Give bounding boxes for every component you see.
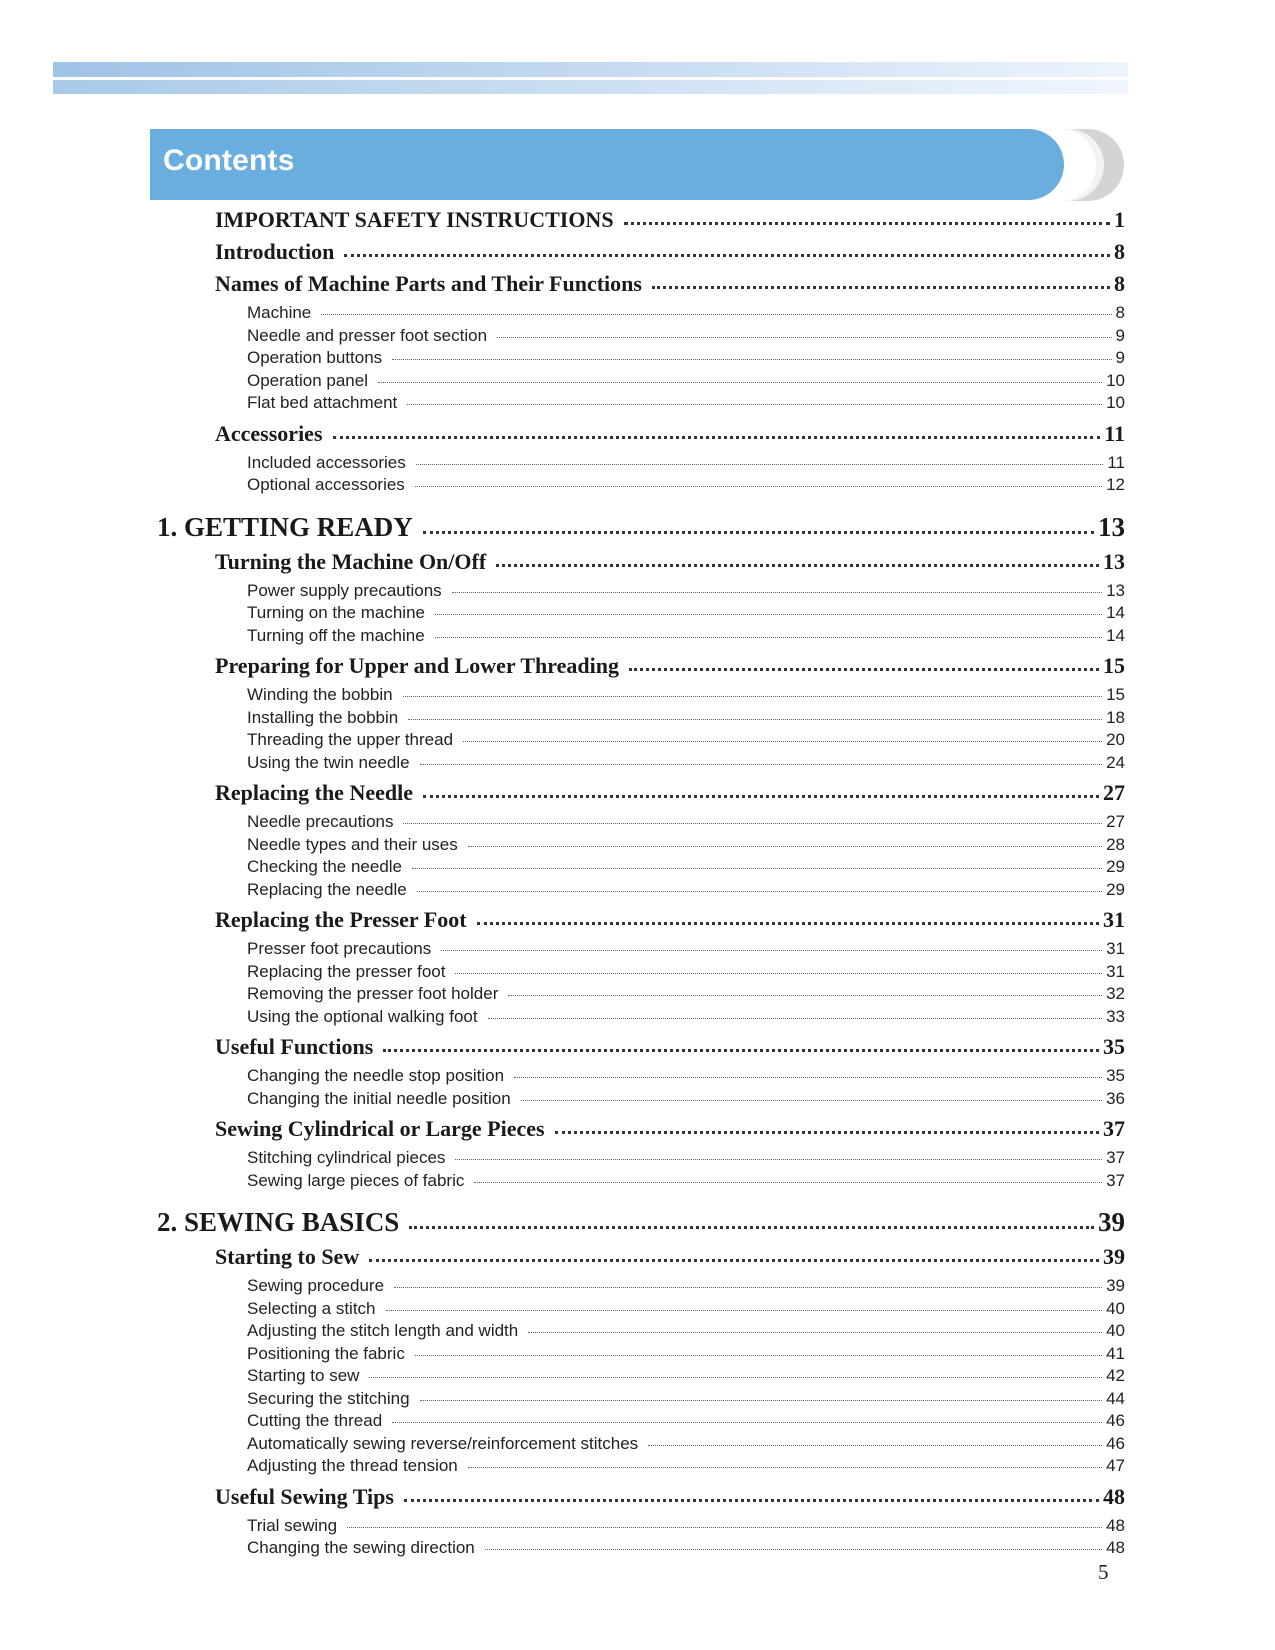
toc-entry-page: 33: [1106, 1006, 1125, 1026]
toc-entry-page: 47: [1106, 1456, 1125, 1475]
toc-entry-page: 8: [1114, 239, 1125, 264]
toc-entry-label: Removing the presser foot holder: [247, 984, 499, 1003]
toc-entry-page: 48: [1106, 1538, 1125, 1557]
dot-leader: [652, 286, 1110, 289]
toc-entry-label: Power supply precautions: [247, 580, 442, 600]
dot-leader: [624, 222, 1110, 225]
dot-leader: [392, 359, 1111, 360]
toc-entry-label: Preparing for Upper and Lower Threading: [215, 653, 619, 678]
dot-leader: [468, 1467, 1102, 1468]
toc-entry-label: Sewing Cylindrical or Large Pieces: [215, 1116, 545, 1141]
dot-leader: [514, 1077, 1102, 1078]
toc-entry-label: Replacing the Presser Foot: [215, 907, 467, 932]
dot-leader: [508, 995, 1102, 996]
toc-entry-label: Optional accessories: [247, 475, 405, 494]
toc-entry-page: 40: [1106, 1298, 1125, 1318]
toc-entry-page: 13: [1098, 511, 1125, 542]
toc-entry-label: Sewing procedure: [247, 1276, 385, 1295]
toc-item-entry[interactable]: [157, 1007, 1125, 1030]
toc-entry-page: 15: [1103, 653, 1125, 678]
dot-leader: [463, 741, 1102, 742]
toc-entry-page: 9: [1115, 325, 1125, 345]
dot-leader: [435, 637, 1102, 638]
toc-entry-page: 11: [1104, 420, 1125, 446]
toc-entry-label: Trial sewing: [247, 1515, 338, 1535]
toc-entry-page: 27: [1103, 780, 1125, 805]
toc-entry-label: Replacing the Needle: [215, 780, 413, 805]
toc-entry-page: 31: [1106, 939, 1125, 958]
toc-section-entry[interactable]: [157, 1116, 1125, 1148]
toc-section-entry[interactable]: [157, 780, 1125, 812]
toc-section-entry[interactable]: [157, 1484, 1125, 1516]
dot-leader: [409, 1226, 1094, 1229]
toc-item-entry[interactable]: [157, 475, 1125, 498]
toc-entry-label: Machine: [247, 303, 312, 322]
toc-entry-page: 31: [1103, 907, 1125, 932]
page-number: 5: [1098, 1560, 1109, 1584]
toc-entry-label: Useful Functions: [215, 1034, 374, 1059]
toc-entry-label: Threading the upper thread: [247, 730, 454, 749]
dot-leader: [404, 1499, 1099, 1502]
toc-entry-page: 37: [1106, 1148, 1125, 1167]
toc-entry-page: 44: [1106, 1388, 1125, 1408]
toc-entry-page: 24: [1106, 752, 1125, 772]
dot-leader: [468, 846, 1102, 847]
toc-entry-page: 1: [1114, 207, 1125, 232]
dot-leader: [321, 314, 1111, 315]
toc-entry-page: 12: [1106, 475, 1125, 494]
toc-section-entry[interactable]: [157, 1244, 1125, 1276]
toc-entry-page: 20: [1106, 730, 1125, 749]
toc-entry-label: Selecting a stitch: [247, 1298, 376, 1318]
dot-leader: [455, 1159, 1102, 1160]
toc-entry-page: 13: [1103, 548, 1125, 574]
toc-entry-label: Operation buttons: [247, 348, 383, 367]
toc-item-entry[interactable]: [157, 303, 1125, 326]
toc-section-entry[interactable]: [157, 549, 1125, 581]
toc-item-entry[interactable]: [157, 326, 1125, 349]
toc-item-entry[interactable]: [157, 753, 1125, 776]
toc-entry-label: Included accessories: [247, 452, 406, 472]
toc-item-entry[interactable]: [157, 880, 1125, 903]
dot-leader: [528, 1332, 1102, 1333]
toc-item-entry[interactable]: [157, 730, 1125, 753]
table-of-contents: [157, 207, 1125, 1561]
dot-leader: [415, 486, 1102, 487]
dot-leader: [408, 719, 1102, 720]
toc-entry-label: Names of Machine Parts and Their Functions: [215, 271, 642, 296]
dot-leader: [333, 436, 1101, 439]
toc-item-entry[interactable]: [157, 1066, 1125, 1089]
toc-section-entry[interactable]: [157, 907, 1125, 939]
toc-item-entry[interactable]: [157, 453, 1125, 476]
toc-entry-page: 8: [1115, 303, 1125, 322]
toc-entry-page: 9: [1115, 348, 1125, 367]
toc-entry-page: 40: [1106, 1321, 1125, 1340]
toc-entry-page: 36: [1106, 1088, 1125, 1108]
toc-entry-label: Adjusting the thread tension: [247, 1456, 458, 1475]
dot-leader: [435, 614, 1102, 615]
dot-leader: [474, 1182, 1102, 1183]
dot-leader: [420, 1400, 1103, 1401]
dot-leader: [420, 764, 1103, 765]
toc-entry-label: Useful Sewing Tips: [215, 1483, 394, 1509]
toc-entry-label: Operation panel: [247, 370, 368, 390]
dot-leader: [629, 668, 1099, 671]
dot-leader: [403, 696, 1103, 697]
toc-entry-page: 27: [1106, 812, 1125, 831]
toc-chapter-entry[interactable]: [157, 1207, 1125, 1244]
page-title: Contents: [163, 144, 295, 177]
toc-item-entry[interactable]: [157, 708, 1125, 731]
header-arc-decoration-icon: [1060, 128, 1132, 202]
dot-leader: [555, 1131, 1099, 1134]
toc-item-entry[interactable]: [157, 1148, 1125, 1171]
toc-entry-label: Turning on the machine: [247, 603, 425, 622]
toc-item-entry[interactable]: [157, 1366, 1125, 1389]
toc-entry-label: Starting to Sew: [215, 1244, 360, 1269]
toc-entry-label: Winding the bobbin: [247, 685, 393, 704]
toc-entry-label: Positioning the fabric: [247, 1343, 405, 1363]
dot-leader: [423, 795, 1099, 798]
toc-entry-label: Replacing the needle: [247, 879, 407, 899]
dot-leader: [347, 1527, 1102, 1528]
toc-entry-label: Replacing the presser foot: [247, 961, 446, 981]
toc-entry-page: 46: [1106, 1433, 1125, 1453]
toc-item-entry[interactable]: [157, 1538, 1125, 1561]
toc-item-entry[interactable]: [157, 685, 1125, 708]
toc-entry-page: 35: [1103, 1034, 1125, 1059]
toc-entry-label: Turning off the machine: [247, 625, 425, 645]
dot-leader: [383, 1049, 1099, 1052]
toc-entry-page: 29: [1106, 857, 1125, 876]
toc-item-entry[interactable]: [157, 603, 1125, 626]
toc-entry-label: Accessories: [215, 420, 323, 446]
dot-leader: [417, 891, 1102, 892]
toc-entry-page: 39: [1103, 1244, 1125, 1269]
toc-section-entry[interactable]: [157, 1034, 1125, 1066]
toc-entry-label: Changing the sewing direction: [247, 1538, 475, 1557]
toc-item-entry[interactable]: [157, 1321, 1125, 1344]
dot-leader: [488, 1018, 1102, 1019]
toc-entry-label: Needle and presser foot section: [247, 325, 488, 345]
toc-item-entry[interactable]: [157, 984, 1125, 1007]
toc-entry-label: Cutting the thread: [247, 1411, 383, 1430]
toc-entry-label: Stitching cylindrical pieces: [247, 1148, 446, 1167]
dot-leader: [386, 1310, 1103, 1311]
dot-leader: [416, 464, 1104, 465]
toc-item-entry[interactable]: [157, 1516, 1125, 1539]
dot-leader: [378, 382, 1102, 383]
dot-leader: [497, 337, 1111, 338]
toc-item-entry[interactable]: [157, 393, 1125, 416]
toc-section-entry[interactable]: [157, 653, 1125, 685]
toc-entry-label: Sewing large pieces of fabric: [247, 1170, 465, 1190]
dot-leader: [441, 950, 1102, 951]
toc-item-entry[interactable]: [157, 1171, 1125, 1194]
toc-entry-label: Changing the needle stop position: [247, 1066, 505, 1085]
toc-section-entry[interactable]: [157, 421, 1125, 453]
toc-entry-label: Introduction: [215, 239, 335, 264]
dot-leader: [394, 1287, 1102, 1288]
dot-leader: [412, 868, 1102, 869]
toc-entry-label: Automatically sewing reverse/reinforcement stitches: [247, 1433, 639, 1453]
toc-entry-label: Using the twin needle: [247, 752, 410, 772]
toc-item-entry[interactable]: [157, 1344, 1125, 1367]
toc-entry-label: 2. SEWING BASICS: [157, 1207, 400, 1237]
toc-entry-label: Adjusting the stitch length and width: [247, 1321, 519, 1340]
toc-entry-page: 48: [1103, 1483, 1125, 1509]
toc-entry-page: 39: [1098, 1207, 1125, 1237]
toc-section-entry[interactable]: [157, 239, 1125, 271]
toc-section-entry[interactable]: [157, 207, 1125, 239]
top-decorative-bar-lower: [53, 80, 1128, 94]
toc-entry-page: 18: [1106, 707, 1125, 727]
toc-entry-page: 31: [1106, 961, 1125, 981]
toc-item-entry[interactable]: [157, 835, 1125, 858]
toc-entry-page: 28: [1106, 834, 1125, 854]
toc-entry-label: Using the optional walking foot: [247, 1006, 478, 1026]
toc-item-entry[interactable]: [157, 1089, 1125, 1112]
toc-entry-page: 37: [1106, 1170, 1125, 1190]
toc-entry-page: 14: [1106, 625, 1125, 645]
toc-item-entry[interactable]: [157, 1299, 1125, 1322]
dot-leader: [344, 254, 1110, 257]
toc-section-entry[interactable]: [157, 271, 1125, 303]
toc-item-entry[interactable]: [157, 1411, 1125, 1434]
toc-entry-page: 32: [1106, 984, 1125, 1003]
toc-item-entry[interactable]: [157, 626, 1125, 649]
toc-item-entry[interactable]: [157, 371, 1125, 394]
dot-leader: [496, 564, 1099, 567]
toc-entry-page: 42: [1106, 1366, 1125, 1385]
toc-item-entry[interactable]: [157, 1434, 1125, 1457]
toc-entry-page: 29: [1106, 879, 1125, 899]
toc-entry-page: 46: [1106, 1411, 1125, 1430]
toc-entry-page: 10: [1106, 393, 1125, 412]
dot-leader: [477, 922, 1099, 925]
toc-item-entry[interactable]: [157, 962, 1125, 985]
toc-entry-page: 8: [1114, 271, 1125, 296]
dot-leader: [455, 973, 1102, 974]
dot-leader: [369, 1377, 1102, 1378]
toc-entry-page: 48: [1106, 1515, 1125, 1535]
toc-item-entry[interactable]: [157, 812, 1125, 835]
toc-entry-page: 37: [1103, 1116, 1125, 1141]
toc-entry-page: 13: [1106, 580, 1125, 600]
toc-entry-label: Needle precautions: [247, 812, 394, 831]
toc-entry-page: 14: [1106, 603, 1125, 622]
toc-entry-page: 15: [1106, 685, 1125, 704]
toc-entry-label: Starting to sew: [247, 1366, 360, 1385]
dot-leader: [485, 1549, 1102, 1550]
dot-leader: [407, 404, 1102, 405]
toc-entry-label: Installing the bobbin: [247, 707, 399, 727]
toc-item-entry[interactable]: [157, 1389, 1125, 1412]
toc-entry-label: Flat bed attachment: [247, 393, 398, 412]
toc-chapter-entry[interactable]: [157, 512, 1125, 549]
toc-entry-label: Checking the needle: [247, 857, 403, 876]
dot-leader: [423, 531, 1094, 534]
toc-entry-label: 1. GETTING READY: [157, 511, 413, 542]
toc-entry-label: Turning the Machine On/Off: [215, 548, 487, 574]
toc-entry-label: IMPORTANT SAFETY INSTRUCTIONS: [215, 207, 614, 232]
toc-item-entry[interactable]: [157, 348, 1125, 371]
toc-item-entry[interactable]: [157, 857, 1125, 880]
dot-leader: [415, 1355, 1102, 1356]
toc-item-entry[interactable]: [157, 1276, 1125, 1299]
toc-entry-page: 11: [1107, 452, 1125, 472]
toc-entry-label: Needle types and their uses: [247, 834, 458, 854]
dot-leader: [392, 1422, 1102, 1423]
toc-entry-label: Securing the stitching: [247, 1388, 410, 1408]
toc-entry-page: 10: [1106, 370, 1125, 390]
dot-leader: [521, 1100, 1102, 1101]
toc-entry-page: 39: [1106, 1276, 1125, 1295]
toc-entry-page: 35: [1106, 1066, 1125, 1085]
dot-leader: [403, 823, 1102, 824]
toc-entry-label: Presser foot precautions: [247, 939, 432, 958]
dot-leader: [452, 592, 1102, 593]
top-decorative-bar: [53, 62, 1128, 77]
toc-item-entry[interactable]: [157, 939, 1125, 962]
toc-item-entry[interactable]: [157, 1456, 1125, 1479]
toc-entry-label: Changing the initial needle position: [247, 1088, 511, 1108]
dot-leader: [369, 1259, 1099, 1262]
toc-item-entry[interactable]: [157, 581, 1125, 604]
toc-entry-page: 41: [1106, 1343, 1125, 1363]
dot-leader: [648, 1445, 1102, 1446]
